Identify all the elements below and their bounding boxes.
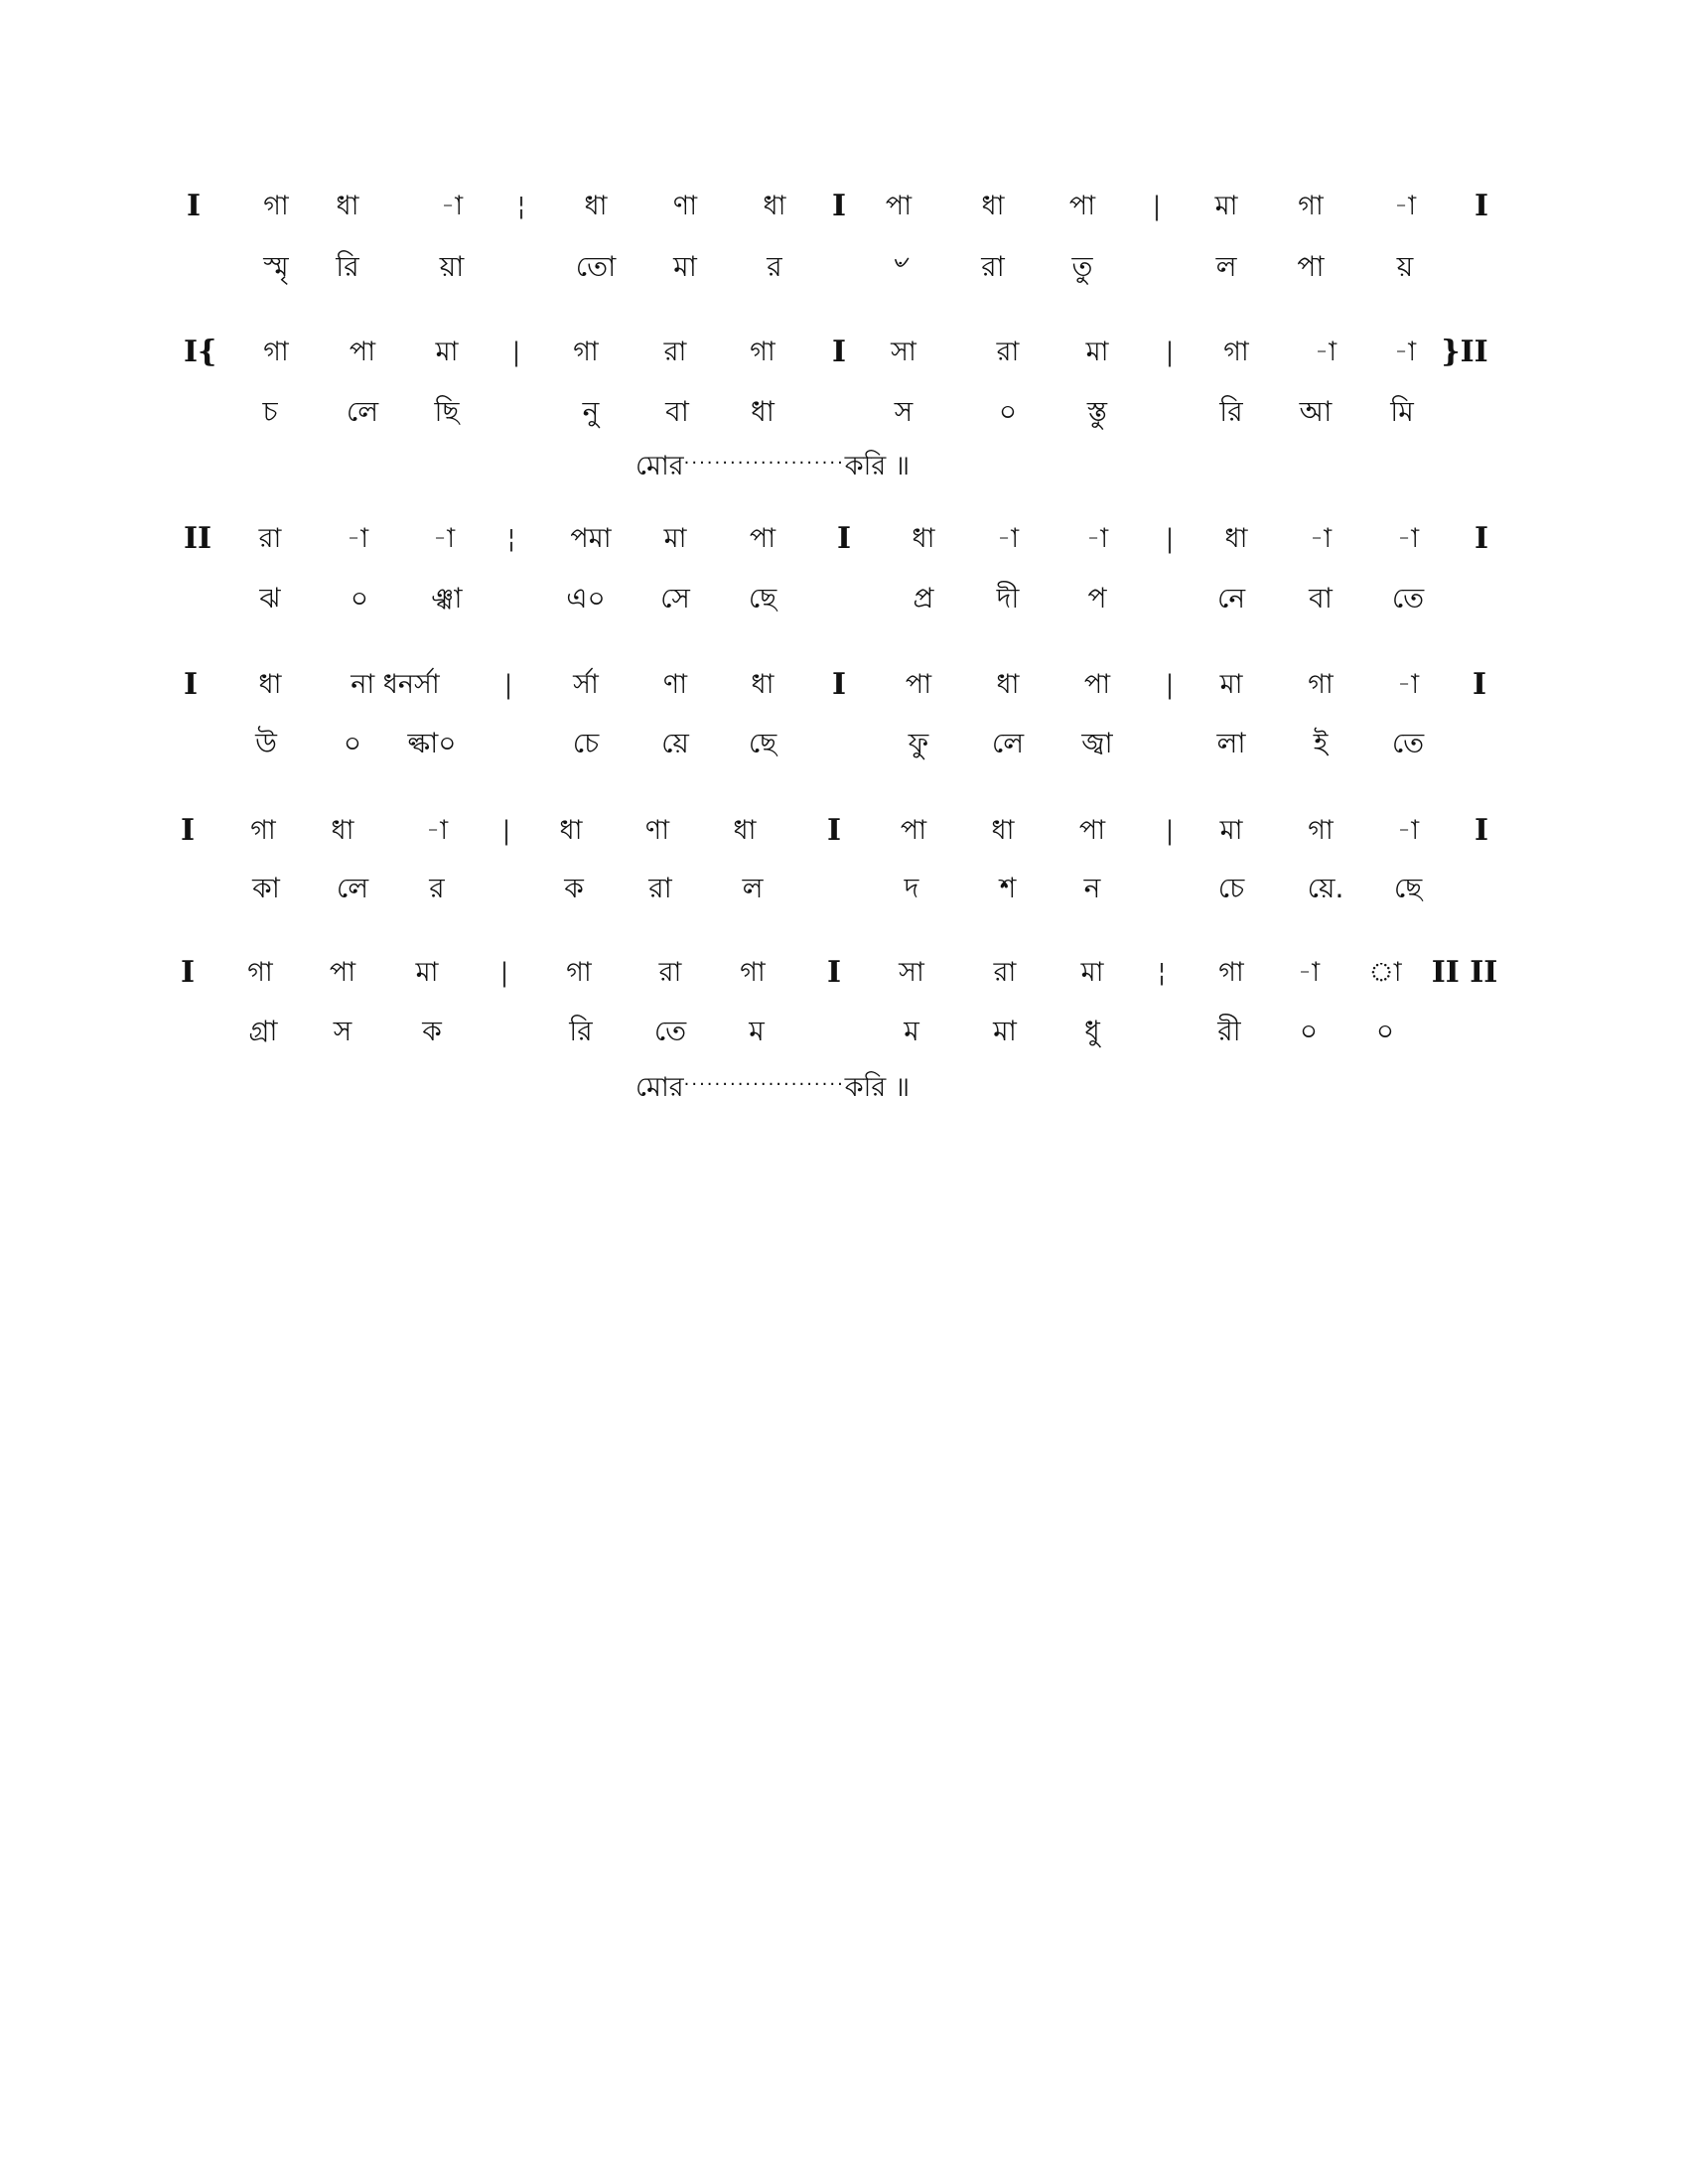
lyric-syllable: ছি xyxy=(434,395,460,428)
lyric-syllable: মা xyxy=(993,1015,1017,1047)
bar-mark: II xyxy=(184,521,212,556)
notes-row-4 xyxy=(0,660,1688,710)
note: -া xyxy=(346,523,369,554)
beat-divider: | xyxy=(1165,670,1175,700)
note: -া xyxy=(1396,669,1420,700)
note: পমা xyxy=(570,523,612,554)
refrain-end: করি ॥ xyxy=(844,451,911,481)
bar-mark: I xyxy=(1474,189,1489,223)
lyric-syllable: রি xyxy=(1219,395,1243,428)
lyric-syllable: ল্কা০ xyxy=(407,727,457,759)
refrain-start: মোর xyxy=(635,1072,684,1103)
beat-divider: ¦ xyxy=(506,524,516,554)
beat-divider: | xyxy=(1165,338,1175,367)
note: ধা xyxy=(559,815,583,846)
note: গা xyxy=(263,191,289,221)
note: ণা xyxy=(672,191,698,221)
beat-divider: | xyxy=(1152,192,1162,221)
note: ধা xyxy=(331,815,354,846)
lyric-syllable: ০ xyxy=(343,727,362,759)
lyric-syllable: ৺ xyxy=(890,250,908,283)
note: ধা xyxy=(1224,523,1248,554)
lyrics-row-3 xyxy=(0,574,1688,623)
note: র্সা xyxy=(573,669,599,700)
note: মা xyxy=(1080,957,1104,988)
lyric-syllable: তে xyxy=(653,1015,687,1047)
note: গা xyxy=(740,957,766,988)
note: ণা xyxy=(662,669,688,700)
note: ধা xyxy=(912,523,935,554)
bar-mark: I xyxy=(1474,521,1489,556)
lyric-syllable: লে xyxy=(991,727,1025,759)
lyric-syllable: লা xyxy=(1216,727,1246,759)
note: পা xyxy=(1083,669,1111,700)
bar-mark: II II xyxy=(1431,955,1498,990)
lyric-syllable: ক xyxy=(564,872,584,904)
note: মা xyxy=(415,957,439,988)
note: রা xyxy=(663,337,687,367)
lyric-syllable: ঝ xyxy=(259,582,281,614)
note: গা xyxy=(1223,337,1249,367)
note: -া xyxy=(1393,337,1417,367)
bar-mark: I xyxy=(831,667,847,702)
beat-divider: | xyxy=(511,338,521,367)
lyric-syllable: রা xyxy=(648,872,672,904)
beat-divider: | xyxy=(503,670,513,700)
bar-mark: I xyxy=(1472,667,1487,702)
note: গা xyxy=(1218,957,1244,988)
notes-row-6 xyxy=(0,948,1688,998)
refrain-line xyxy=(635,439,1053,488)
lyric-syllable: শ xyxy=(999,872,1017,904)
lyric-syllable: কা xyxy=(252,872,280,904)
lyric-syllable: ক xyxy=(422,1015,442,1047)
lyric-syllable: স xyxy=(894,395,914,428)
lyric-syllable: ম xyxy=(904,1015,919,1047)
lyric-syllable: ০ xyxy=(1375,1015,1395,1047)
note: -া xyxy=(440,191,464,221)
note: ধা xyxy=(336,191,359,221)
note: গা xyxy=(573,337,599,367)
lyrics-row-5 xyxy=(0,864,1688,913)
note: পা xyxy=(329,957,356,988)
note: গা xyxy=(566,957,592,988)
lyric-syllable: লে xyxy=(336,872,369,904)
lyric-syllable: ম xyxy=(749,1015,765,1047)
lyric-syllable: তু xyxy=(1071,250,1093,283)
note: গা xyxy=(247,957,273,988)
note: মা xyxy=(1219,669,1243,700)
bar-mark: I xyxy=(826,955,842,990)
lyric-syllable: ছে xyxy=(748,582,777,614)
lyric-syllable: আ xyxy=(1299,395,1333,428)
lyric-syllable: রা xyxy=(981,250,1005,283)
note: ধা xyxy=(981,191,1005,221)
lyrics-row-2 xyxy=(0,387,1688,437)
note: পা xyxy=(1068,191,1096,221)
note: গা xyxy=(250,815,276,846)
lyric-syllable: য়ে xyxy=(661,727,689,759)
lyric-syllable: স্তু xyxy=(1086,395,1108,428)
note: পা xyxy=(749,523,776,554)
lyric-syllable: ০ xyxy=(1299,1015,1319,1047)
refrain-end: করি ॥ xyxy=(844,1072,911,1103)
note: পা xyxy=(900,815,927,846)
lyric-syllable: বা xyxy=(665,395,689,428)
bar-mark: I xyxy=(836,521,852,556)
lyric-syllable: প্র xyxy=(913,582,934,614)
notes-row-3 xyxy=(0,514,1688,564)
lyrics-row-6 xyxy=(0,1007,1688,1056)
note: রা xyxy=(993,957,1017,988)
bar-mark: I xyxy=(181,955,196,990)
lyric-syllable: নু xyxy=(582,395,600,428)
note: ধা xyxy=(584,191,608,221)
note: পা xyxy=(1078,815,1106,846)
lyric-syllable: র xyxy=(767,250,782,283)
lyric-syllable: ন xyxy=(1083,872,1101,904)
note: গা xyxy=(750,337,775,367)
note: ধা xyxy=(258,669,282,700)
bar-mark: I xyxy=(184,667,199,702)
lyric-syllable: ধা xyxy=(751,395,774,428)
lyric-syllable: জ্বা xyxy=(1081,727,1113,759)
beat-divider: | xyxy=(1165,816,1175,846)
lyric-syllable: য় xyxy=(1396,250,1414,283)
note: -া xyxy=(1085,523,1109,554)
lyric-syllable: স xyxy=(333,1015,352,1047)
note: -া xyxy=(1393,191,1417,221)
lyric-syllable: র xyxy=(429,872,445,904)
note: সা xyxy=(891,337,916,367)
lyric-syllable: গ্রা xyxy=(248,1015,278,1047)
note: ণা xyxy=(644,815,670,846)
note: গা xyxy=(1308,815,1334,846)
note: মা xyxy=(1085,337,1109,367)
lyric-syllable: য়ে. xyxy=(1307,872,1344,904)
note: পা xyxy=(905,669,932,700)
note: -া xyxy=(432,523,456,554)
lyric-syllable: লে xyxy=(346,395,379,428)
beat-divider: | xyxy=(1165,524,1175,554)
lyric-syllable: রি xyxy=(336,250,359,283)
beat-divider: ¦ xyxy=(516,192,526,221)
lyric-syllable: পা xyxy=(1297,250,1325,283)
note: না ধনর্সা xyxy=(351,669,440,700)
bar-mark: I xyxy=(826,813,842,848)
note: রা xyxy=(658,957,682,988)
note: ধা xyxy=(763,191,786,221)
note: ধা xyxy=(996,669,1020,700)
bar-mark: I xyxy=(1474,813,1489,848)
lyric-syllable: চে xyxy=(1217,872,1245,904)
beat-divider: ¦ xyxy=(1157,958,1167,988)
note: মা xyxy=(1219,815,1243,846)
lyric-syllable: তে xyxy=(1391,727,1425,759)
notes-row-2 xyxy=(0,328,1688,377)
note: গা xyxy=(263,337,289,367)
note: মা xyxy=(1214,191,1238,221)
lyric-syllable: চে xyxy=(572,727,600,759)
beat-divider: | xyxy=(501,816,511,846)
lyric-syllable: ল xyxy=(1215,250,1237,283)
lyric-syllable: ঞ্ঝা xyxy=(431,582,463,614)
note: -া xyxy=(1309,523,1333,554)
lyrics-row-1 xyxy=(0,242,1688,292)
bar-mark: I xyxy=(181,813,196,848)
note: -া xyxy=(1396,815,1420,846)
lyric-syllable: প xyxy=(1087,582,1107,614)
note: -া xyxy=(1396,523,1420,554)
note: গা xyxy=(1298,191,1324,221)
lyric-syllable: মি xyxy=(1390,395,1414,428)
notes-row-5 xyxy=(0,806,1688,856)
refrain-start: মোর xyxy=(635,451,684,481)
lyric-syllable: নে xyxy=(1216,582,1246,614)
lyric-syllable: ০ xyxy=(350,582,369,614)
note: ধা xyxy=(733,815,757,846)
note: ধা xyxy=(991,815,1015,846)
note: মা xyxy=(663,523,687,554)
lyric-syllable: ল xyxy=(742,872,764,904)
note: রা xyxy=(996,337,1020,367)
note: ধা xyxy=(751,669,774,700)
lyric-syllable: রি xyxy=(569,1015,593,1047)
lyric-syllable: দ xyxy=(904,872,919,904)
lyric-syllable: স্মৃ xyxy=(263,250,289,283)
note: সা xyxy=(899,957,924,988)
lyric-syllable: ছে xyxy=(1393,872,1423,904)
note: া xyxy=(1368,957,1402,988)
bar-mark: I xyxy=(831,335,847,369)
refrain-dots: ····················· xyxy=(683,453,845,474)
lyric-syllable: উ xyxy=(255,727,277,759)
lyric-syllable: তো xyxy=(575,250,617,283)
lyric-syllable: তে xyxy=(1391,582,1425,614)
lyric-syllable: ছে xyxy=(748,727,777,759)
note: রা xyxy=(258,523,282,554)
refrain-line xyxy=(635,1060,1053,1110)
bar-mark: I xyxy=(831,189,847,223)
bar-mark: I{ xyxy=(184,335,217,369)
lyric-syllable: য়া xyxy=(439,250,465,283)
notes-row-1 xyxy=(0,182,1688,231)
note: -া xyxy=(1314,337,1337,367)
lyric-syllable: দী xyxy=(996,582,1020,614)
lyric-syllable: সে xyxy=(660,582,690,614)
note: -া xyxy=(996,523,1020,554)
lyric-syllable: রী xyxy=(1217,1015,1241,1047)
lyrics-row-4 xyxy=(0,719,1688,768)
beat-divider: | xyxy=(499,958,509,988)
refrain-dots: ····················· xyxy=(683,1074,845,1095)
bar-mark: }II xyxy=(1441,335,1488,369)
lyric-syllable: ফু xyxy=(908,727,929,759)
note: পা xyxy=(885,191,913,221)
note: মা xyxy=(435,337,459,367)
bar-mark: I xyxy=(187,189,202,223)
lyric-syllable: ০ xyxy=(998,395,1018,428)
lyric-syllable: ধু xyxy=(1084,1015,1100,1047)
note: গা xyxy=(1308,669,1334,700)
lyric-syllable: ই xyxy=(1313,727,1329,759)
note: পা xyxy=(349,337,376,367)
lyric-syllable: বা xyxy=(1309,582,1333,614)
lyric-syllable: চ xyxy=(262,395,278,428)
lyric-syllable: মা xyxy=(673,250,697,283)
lyric-syllable: এ০ xyxy=(566,582,606,614)
note: -া xyxy=(1297,957,1321,988)
note: -া xyxy=(425,815,449,846)
